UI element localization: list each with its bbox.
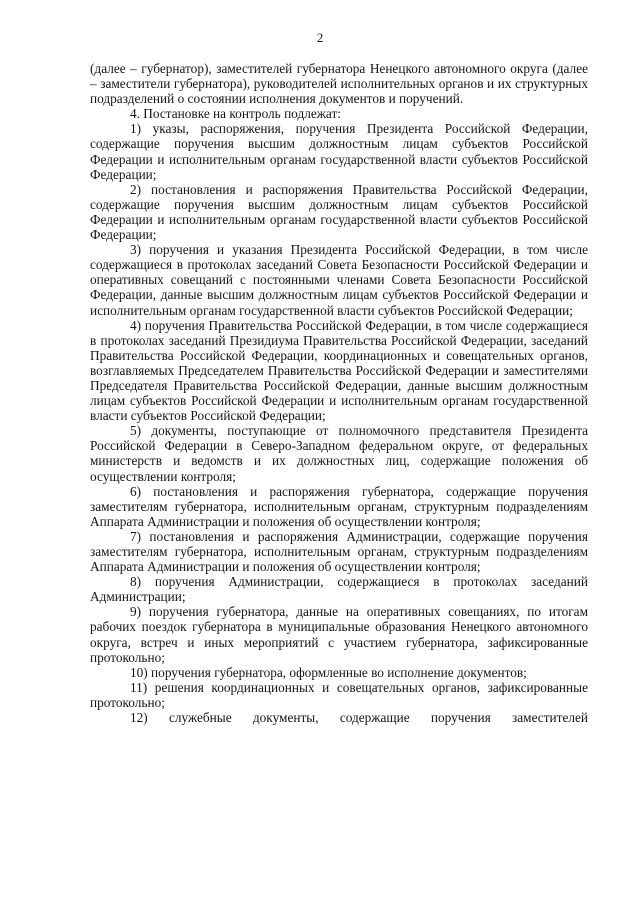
list-item-9: 9) поручения губернатора, данные на оперативных совещаниях, по итогам рабочих поездок губернатора в муниципальные образования Ненецкого автономного округа, встреч и иных мероприятий с участием губернатора, зафиксированные протокольно; — [90, 604, 588, 665]
list-item-4: 4) поручения Правительства Российской Федерации, в том числе содержащиеся в протоколах заседаний Президиума Правительства Российской Федерации, заседаний Правительства Российской Федерации, координационных и совещательных органов, возглавляемых Председателем Правительства Российской Федерации и заместителями Председателя Правительства Российской Федерации, данные высшим должностным лицам субъектов Российской Федерации и исполнительным органам государственной власти субъектов Российской Федерации; — [90, 317, 588, 424]
list-item-6: 6) постановления и распоряжения губернатора, содержащие поручения заместителям губернатора, исполнительным органам, структурным подразделениям Аппарата Администрации и положения об осуществлении контроля; — [90, 483, 588, 529]
document-body — [90, 61, 588, 725]
page-number: 2 — [316, 30, 324, 45]
list-item-7: 7) постановления и распоряжения Администрации, содержащие поручения заместителям губернатора, исполнительным органам, структурным подразделениям Аппарата Администрации и положения об осуществлении контроля; — [90, 528, 588, 575]
clause-4-heading: 4. Постановке на контроль подлежат: — [130, 106, 341, 122]
list-item-8: 8) поручения Администрации, содержащиеся в протоколах заседаний Администрации; — [90, 574, 588, 605]
list-item-2: 2) постановления и распоряжения Правительства Российской Федерации, содержащие поручения высшим должностным лицам субъектов Российской Федерации и исполнительным органам государственной власти субъектов Российской Федерации; — [90, 181, 588, 243]
list-item-1: 1) указы, распоряжения, поручения Президента Российской Федерации, содержащие поручения высшим должностным лицам субъектов Российской Федерации и исполнительным органам государственной власти субъектов Российской Федерации; — [90, 121, 588, 182]
list-item-5: 5) документы, поступающие от полномочного представителя Президента Российской Федерации в Северо-Западном федеральном округе, от федеральных министерств и ведомств и их должностных лиц, содержащие положения об осуществлении контроля; — [90, 423, 588, 484]
list-item-12: 12) служебные документы, содержащие поручения заместителей — [130, 710, 588, 726]
list-item-10: 10) поручения губернатора, оформленные во исполнение документов; — [130, 664, 527, 680]
list-item-3: 3) поручения и указания Президента Российской Федерации, в том числе содержащиеся в протоколах заседаний Совета Безопасности Российской Федерации и оперативных совещаний с постоянными членами Совета Безопасности Российской Федерации, данные высшим должностным лицам субъектов Российской Федерации и исполнительным органам государственной власти субъектов Российской Федерации; — [90, 242, 588, 318]
list-item-11: 11) решения координационных и совещательных органов, зафиксированные протокольно; — [90, 679, 588, 710]
paragraph-continuation: (далее – губернатор), заместителей губернатора Ненецкого автономного округа (далее – заместители губернатора), руководителей исполнительных органов и их структурных подразделений о состоянии исполнения документов и поручений. — [90, 61, 588, 107]
